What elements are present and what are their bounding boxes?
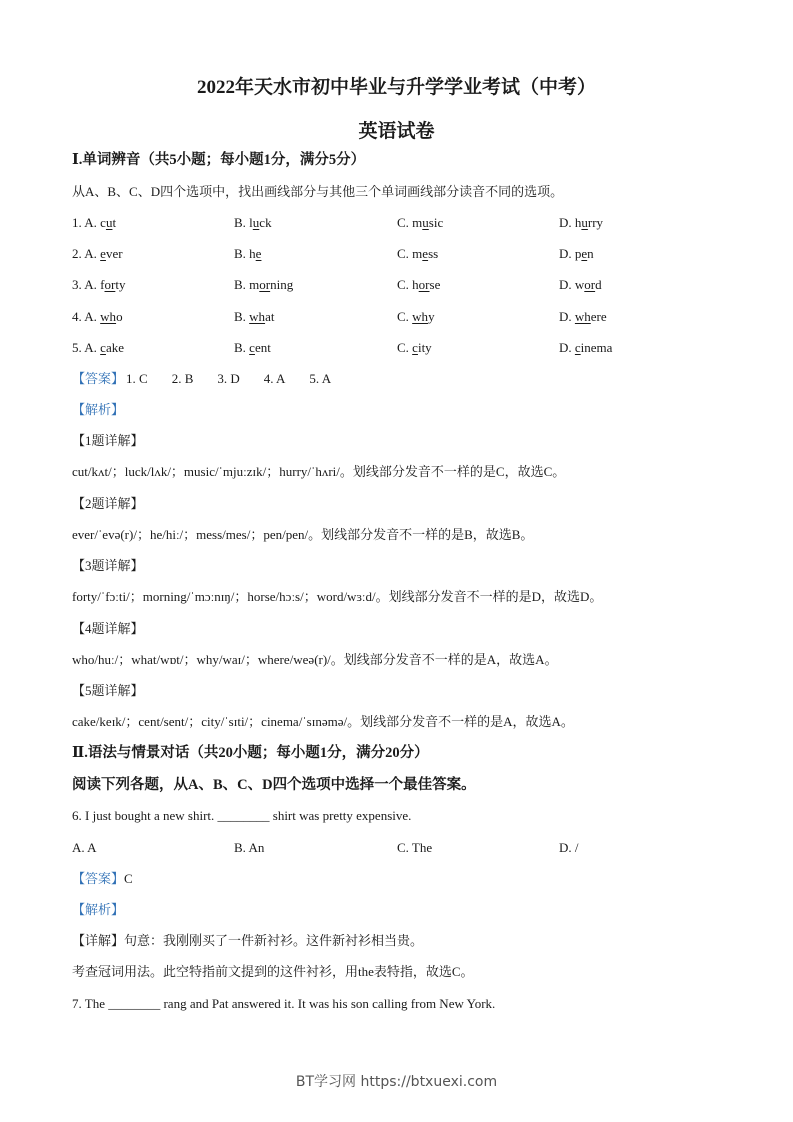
q6-option-a: A. A <box>72 840 97 855</box>
question-6: 6. I just bought a new shirt. ________ shirt was pretty expensive. <box>72 808 412 823</box>
q3-option-b: B. morning <box>234 277 294 293</box>
q4-option-a: 4. A. who <box>72 308 123 324</box>
answer-item: 1. C <box>126 371 148 386</box>
answer-label: 【答案】 <box>72 371 125 386</box>
q6-answer-label: 【答案】 <box>72 871 125 886</box>
detail-label: 【5题详解】 <box>72 683 144 698</box>
answer-item: 5. A <box>309 371 332 386</box>
q4-option-c: C. why <box>397 308 435 324</box>
detail-text: cake/keɪk/；cent/sent/；city/ˈsɪti/；cinema/ˈsɪnəmə/。划线部分发音不一样的是A，故选A。 <box>72 714 574 729</box>
q2-option-b: B. he <box>234 246 262 262</box>
section2-heading: Ⅱ.语法与情景对话（共20小题；每小题1分，满分20分） <box>72 745 429 761</box>
q2-option-d: D. pen <box>559 246 594 262</box>
page-title: 2022年天水市初中毕业与升学学业考试（中考） <box>196 77 596 98</box>
q3-option-c: C. horse <box>397 277 441 293</box>
analysis-label: 【解析】 <box>72 402 125 417</box>
q6-answer-value: C <box>124 871 133 886</box>
q3-option-d: D. word <box>559 277 602 293</box>
q4-option-b: B. what <box>234 308 275 324</box>
q6-explain: 考查冠词用法。此空特指前文提到的这件衬衫，用the表特指，故选C。 <box>72 964 474 979</box>
q2-option-a: 2. A. ever <box>72 246 123 262</box>
page-subtitle: 英语试卷 <box>358 121 435 142</box>
answer-item: 3. D <box>217 371 240 386</box>
detail-text: cut/kʌt/；luck/lʌk/；music/ˈmjuːzɪk/；hurry/ˈhʌri/。划线部分发音不一样的是C，故选C。 <box>72 464 566 479</box>
q6-answer <box>72 871 133 887</box>
q1-option-c: C. music <box>397 215 444 230</box>
section1-instruction: 从A、B、C、D四个选项中，找出画线部分与其他三个单词画线部分读音不同的选项。 <box>72 184 564 199</box>
detail-label: 【2题详解】 <box>72 495 144 511</box>
q6-detail-text: 句意：我刚刚买了一件新衬衫。这件新衬衫相当贵。 <box>124 933 424 948</box>
detail-text: ever/ˈevə(r)/；he/hiː/；mess/mes/；pen/pen/。划线部分发音不一样的是B，故选B。 <box>72 526 534 542</box>
q3-option-a: 3. A. forty <box>72 277 126 293</box>
answer-line-1 <box>72 371 355 387</box>
section2-instruction: 阅读下列各题，从A、B、C、D四个选项中选择一个最佳答案。 <box>72 777 476 793</box>
question-7: 7. The ________ rang and Pat answered it. It was his son calling from New York. <box>72 996 496 1011</box>
q6-detail <box>72 933 423 949</box>
q5-option-b: B. cent <box>234 339 271 355</box>
q6-detail-label: 【详解】 <box>72 933 125 948</box>
q6-option-b: B. An <box>234 840 265 855</box>
footer-site-link[interactable]: BT学习网 https://btxuexi.com <box>295 1074 498 1090</box>
detail-label: 【1题详解】 <box>72 433 144 448</box>
detail-label: 【4题详解】 <box>72 620 144 636</box>
detail-label: 【3题详解】 <box>72 558 144 573</box>
answer-item: 4. A <box>263 371 286 386</box>
q4-option-d: D. where <box>559 308 607 324</box>
q6-option-d: D. / <box>559 840 579 855</box>
q1-option-a: 1. A. cut <box>72 215 117 230</box>
q6-option-c: C. The <box>397 840 433 855</box>
q5-option-c: C. city <box>397 339 432 355</box>
q6-analysis-label: 【解析】 <box>72 902 125 917</box>
q2-option-c: C. mess <box>397 246 439 262</box>
q5-option-a: 5. A. cake <box>72 339 124 355</box>
answer-item: 2. B <box>171 371 194 386</box>
q5-option-d: D. cinema <box>559 339 613 355</box>
detail-text: who/huː/；what/wɒt/；why/waɪ/；where/weə(r)/。划线部分发音不一样的是A，故选A。 <box>72 651 558 667</box>
detail-text: forty/ˈfɔːti/；morning/ˈmɔːnɪŋ/；horse/hɔːs/；word/wɜːd/。划线部分发音不一样的是D，故选D。 <box>72 589 603 604</box>
q1-option-b: B. luck <box>234 215 272 230</box>
q1-option-d: D. hurry <box>559 215 604 230</box>
section1-heading: Ⅰ.单词辨音（共5小题；每小题1分，满分5分） <box>72 152 366 168</box>
